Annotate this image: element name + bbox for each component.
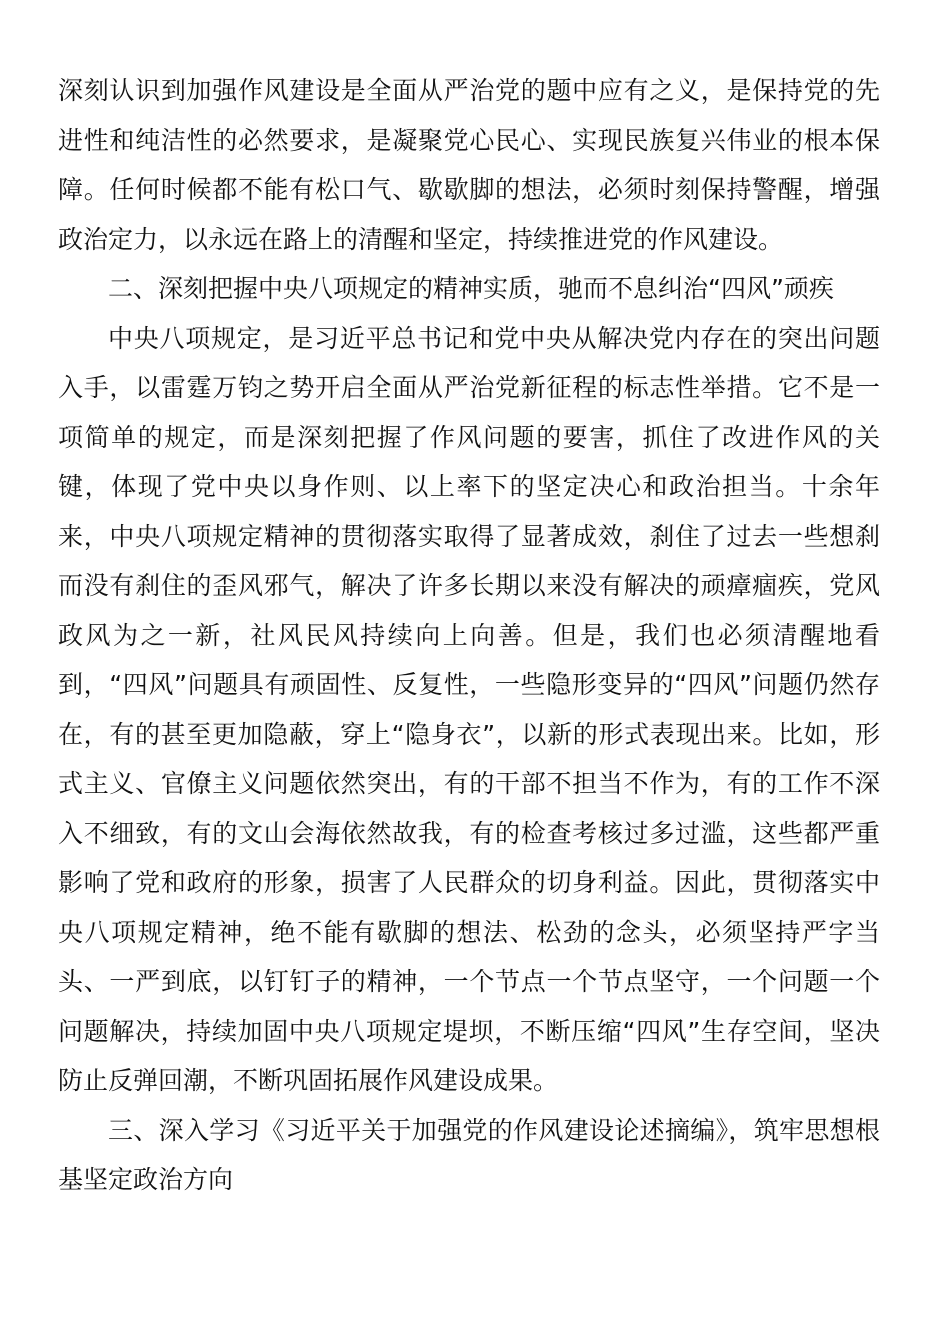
body-paragraph-2: 中央八项规定，是习近平总书记和党中央从解决党内存在的突出问题入手，以雷霆万钧之势开启全面从严治党新征程的标志性举措。它不是一项简单的规定，而是深刻把握了作风问题的要害，抓住了改进作风的关键，体现了党中央以身作则、以上率下的坚定决心和政治担当。十余年来，中央八项规定精神的贯彻落实取得了显著成效，刹住了过去一些想刹而没有刹住的歪风邪气，解决了许多长期以来没有解决的顽瘴痼疾，党风政风为之一新，社风民风持续向上向善。但是，我们也必须清醒地看到，“四风”问题具有顽固性、反复性，一些隐形变异的“四风”问题仍然存在，有的甚至更加隐蔽，穿上“隐身衣”，以新的形式表现出来。比如，形式主义、官僚主义问题依然突出，有的干部不担当不作为，有的工作不深入不细致，有的文山会海依然故我，有的检查考核过多过滥，这些都严重影响了党和政府的形象，损害了人民群众的切身利益。因此，贯彻落实中央八项规定精神，绝不能有歇脚的想法、松劲的念头，必须坚持严字当头、一严到底，以钉钉子的精神，一个节点一个节点坚守，一个问题一个问题解决，持续加固中央八项规定堤坝，不断压缩“四风”生存空间，坚决防止反弹回潮，不断巩固拓展作风建设成果。 — [58, 323, 880, 1095]
section-heading-3: 三、深入学习《习近平关于加强党的作风建设论述摘编》，筑牢思想根基坚定政治方向 — [58, 1115, 880, 1194]
section-heading-2: 二、深刻把握中央八项规定的精神实质，驰而不息纠治“四风”顽疾 — [108, 274, 834, 303]
document-page — [58, 66, 880, 1205]
body-paragraph-1: 深刻认识到加强作风建设是全面从严治党的题中应有之义，是保持党的先进性和纯洁性的必然要求，是凝聚党心民心、实现民族复兴伟业的根本保障。任何时候都不能有松口气、歇歇脚的想法，必须时刻保持警醒，增强政治定力，以永远在路上的清醒和坚定，持续推进党的作风建设。 — [58, 76, 880, 254]
